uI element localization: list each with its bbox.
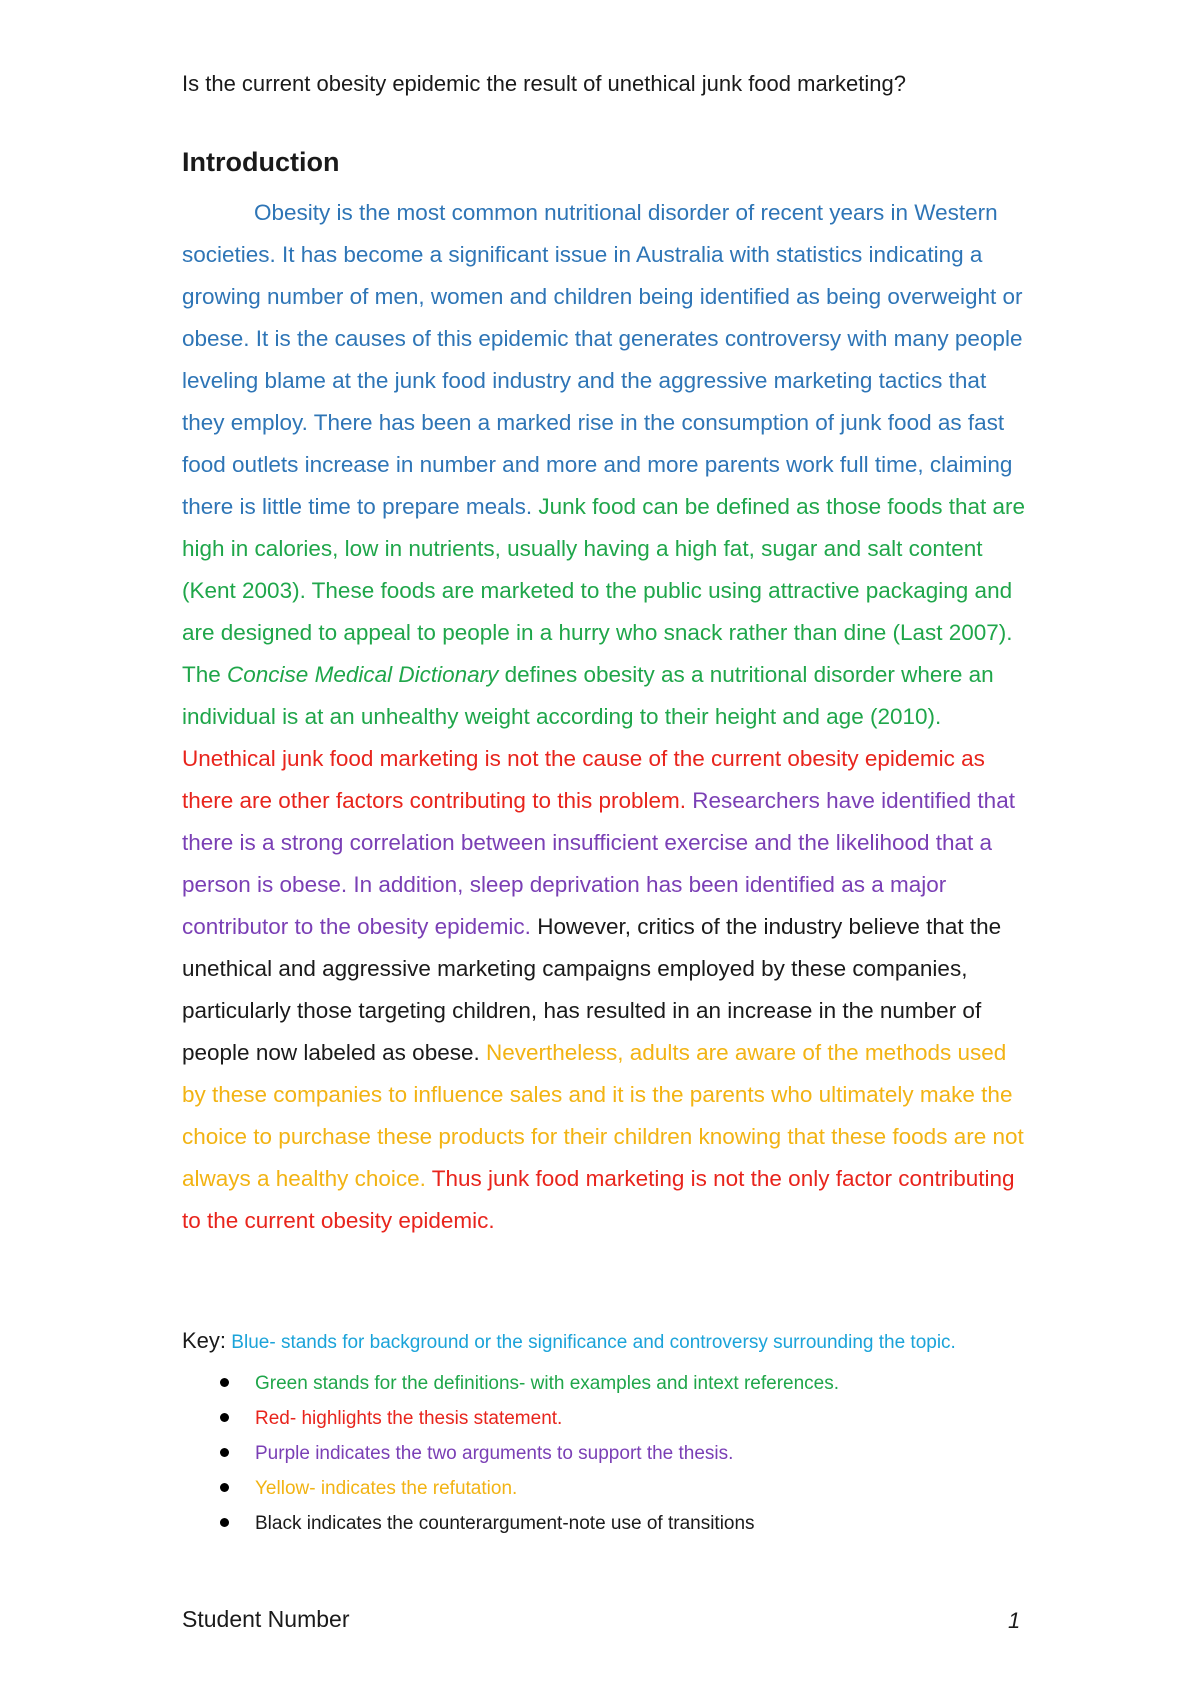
bullet-icon <box>220 1413 229 1422</box>
definition-book-title: Concise Medical Dictionary <box>227 662 499 687</box>
key-item-text: Yellow- indicates the refutation. <box>255 1478 518 1499</box>
key-item-yellow <box>182 1471 1082 1506</box>
bullet-icon <box>220 1518 229 1527</box>
key-blue-description: Blue- stands for background or the significance and controversy surrounding the topic. <box>226 1332 956 1353</box>
key-item-text: Black indicates the counterargument-note use of transitions <box>255 1513 755 1534</box>
footer-student-number: Student Number <box>182 1606 350 1632</box>
key-item-green <box>182 1366 1082 1401</box>
definition-segment-1: Junk food can be defined as those foods that are high in calories, low in nutrients, usually having a high fat, sugar and salt content (Kent 2003). These foods are marketed to the public using attractive packaging and are designed to appeal to people in a hurry who snack rather than dine (Last 2007). The <box>182 494 1026 687</box>
definition-segment-2: defines obesity as a nutritional disorder where an individual is at an unhealthy weight according to their height and age (2010). <box>182 662 994 729</box>
key-label: Key: <box>182 1328 227 1353</box>
bullet-icon <box>220 1448 229 1457</box>
key-item-black <box>182 1506 1082 1541</box>
color-key-line <box>182 1326 1082 1358</box>
key-item-text: Purple indicates the two arguments to support the thesis. <box>255 1443 734 1464</box>
key-item-text: Red- highlights the thesis statement. <box>255 1408 563 1429</box>
footer-page-number: 1 <box>1008 1608 1021 1633</box>
introduction-heading: Introduction <box>182 147 340 177</box>
background-segment: Obesity is the most common nutritional disorder of recent years in Western societies. It has become a significant issue in Australia with statistics indicating a growing number of men, women and children being identified as being overweight or obese. It is the causes of this epidemic that generates controversy with many people leveling blame at the junk food industry and the aggressive marketing tactics that they employ. There has been a marked rise in the consumption of junk food as fast food outlets increase in number and more and more parents work full time, claiming there is little time to prepare meals. <box>182 200 1023 519</box>
bullet-icon <box>220 1378 229 1387</box>
bullet-icon <box>220 1483 229 1492</box>
essay-question-title: Is the current obesity epidemic the result of unethical junk food marketing? <box>182 71 906 96</box>
arguments-segment: Researchers have identified that there is a strong correlation between insufficient exercise and the likelihood that a person is obese. In addition, sleep deprivation has been identified as a major contributor to the obesity epidemic. <box>182 788 1015 939</box>
refutation-segment: Nevertheless, adults are aware of the methods used by these companies to influence sales and it is the parents who ultimately make the choice to purchase these products for their children knowing that these foods are not always a healthy choice. <box>182 1040 1024 1191</box>
thesis-restatement-segment: Thus junk food marketing is not the only factor contributing to the current obesity epidemic. <box>182 1166 1015 1233</box>
counterargument-segment: However, critics of the industry believe that the unethical and aggressive marketing campaigns employed by these companies, particularly those targeting children, has resulted in an increase in the number of people now labeled as obese. <box>182 914 1002 1065</box>
thesis-segment: Unethical junk food marketing is not the cause of the current obesity epidemic as there are other factors contributing to this problem. <box>182 746 985 813</box>
introduction-paragraph <box>182 192 1030 1242</box>
key-item-purple <box>182 1436 1082 1471</box>
key-item-text: Green stands for the definitions- with examples and intext references. <box>255 1373 840 1394</box>
key-item-red <box>182 1401 1082 1436</box>
color-key-list <box>182 1366 1082 1541</box>
